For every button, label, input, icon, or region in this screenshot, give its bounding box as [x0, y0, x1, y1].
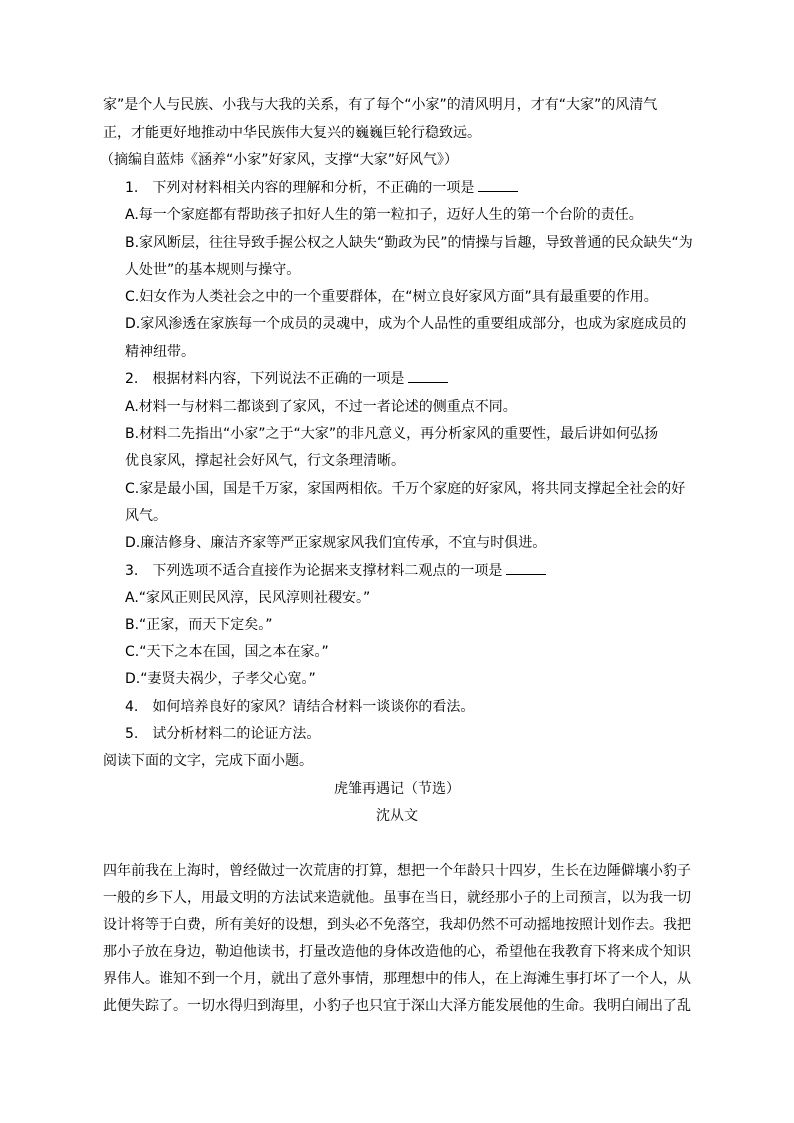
question-2-option-b-cont: 优良家风，撑起社会好风气，行文条理清晰。	[125, 453, 405, 469]
question-1-option-b-cont: 人处世”的基本规则与操守。	[125, 262, 301, 278]
question-2-option-c-cont: 风气。	[125, 508, 167, 524]
question-1-option-d-cont: 精神纽带。	[125, 344, 195, 360]
question-2-stem	[125, 370, 448, 388]
question-2-option-a: A.材料一与材料二都谈到了家风，不过一者论述的侧重点不同。	[125, 399, 517, 415]
question-1-option-c: C.妇女作为人类社会之中的一个重要群体，在“树立良好家风方面”具有最重要的作用。	[125, 289, 658, 305]
question-2-text: 2. 根据材料内容，下列说法不正确的一项是	[125, 371, 405, 387]
question-3-option-d: D.“妻贤夫祸少，子孝父心宽。”	[125, 671, 316, 687]
passage-line-1: 四年前我在上海时，曾经做过一次荒唐的打算，想把一个年龄只十四岁，生长在边陲僻壤小豹子	[103, 863, 691, 879]
question-3-text: 3. 下列选项不适合直接作为论据来支撑材料二观点的一项是	[125, 563, 503, 579]
passage-line-6: 此便失踪了。一切水得归到海里，小豹子也只宜于深山大泽方能发展他的生命。我明白闹出了乱	[103, 998, 691, 1014]
reading-instruction: 阅读下面的文字，完成下面小题。	[103, 753, 313, 769]
question-1-stem	[125, 179, 518, 197]
passage-author: 沈从文	[376, 808, 418, 824]
passage-line-5: 界伟人。谁知不到一个月，就出了意外事情，那理想中的伟人，在上海滩生事打坏了一个人，从	[103, 971, 691, 987]
intro-line-1: 家”是个人与民族、小我与大我的关系，有了每个“小家”的清风明月，才有“大家”的风清气	[103, 97, 658, 113]
question-4: 4. 如何培养良好的家风？请结合材料一谈谈你的看法。	[125, 699, 475, 715]
question-1-text: 1. 下列对材料相关内容的理解和分析，不正确的一项是	[125, 180, 475, 196]
passage-line-2: 一般的乡下人，用最文明的方法试来造就他。虽事在当日，就经那小子的上司预言，以为我一切	[103, 890, 691, 906]
question-1-option-b: B.家风断层，往往导致手握公权之人缺失“勤政为民”的情操与旨趣，导致普通的民众缺失“为	[125, 235, 693, 251]
answer-blank	[408, 370, 448, 383]
passage-title: 虎雏再遇记（节选）	[334, 781, 460, 797]
passage-line-3: 设计将等于白费，所有美好的设想，到头必不免落空，我却仍然不可动摇地按照计划作去。我把	[103, 917, 691, 933]
intro-line-2: 正，才能更好地推动中华民族伟大复兴的巍巍巨轮行稳致远。	[103, 125, 481, 141]
answer-blank	[506, 562, 546, 575]
answer-blank	[478, 179, 518, 192]
passage-line-4: 那小子放在身边，勒迫他读书，打量改造他的身体改造他的心，希望他在我教育下将来成个知识	[103, 944, 691, 960]
question-2-option-c: C.家是最小国，国是千万家，家国两相依。千万个家庭的好家风，将共同支撑起全社会的好	[125, 481, 686, 497]
question-3-stem	[125, 562, 546, 580]
question-3-option-a: A.“家风正则民风淳，民风淳则社稷安。”	[125, 590, 371, 606]
question-5: 5. 试分析材料二的论证方法。	[125, 726, 321, 742]
question-2-option-b: B.材料二先指出“小家”之于“大家”的非凡意义，再分析家风的重要性，最后讲如何弘扬	[125, 426, 659, 442]
question-3-option-b: B.“正家，而天下定矣。”	[125, 617, 273, 633]
question-2-option-d: D.廉洁修身、廉洁齐家等严正家规家风我们宜传承，不宜与时俱进。	[125, 535, 547, 551]
source-citation: （摘编自蓝炜《涵养“小家”好家风，支撑“大家”好风气》）	[100, 152, 459, 168]
question-1-option-a: A.每一个家庭都有帮助孩子扣好人生的第一粒扣子，迈好人生的第一个台阶的责任。	[125, 207, 643, 223]
question-3-option-c: C.“天下之本在国，国之本在家。”	[125, 644, 329, 660]
question-1-option-d: D.家风渗透在家族每一个成员的灵魂中，成为个人品性的重要组成部分，也成为家庭成员的	[125, 316, 687, 332]
